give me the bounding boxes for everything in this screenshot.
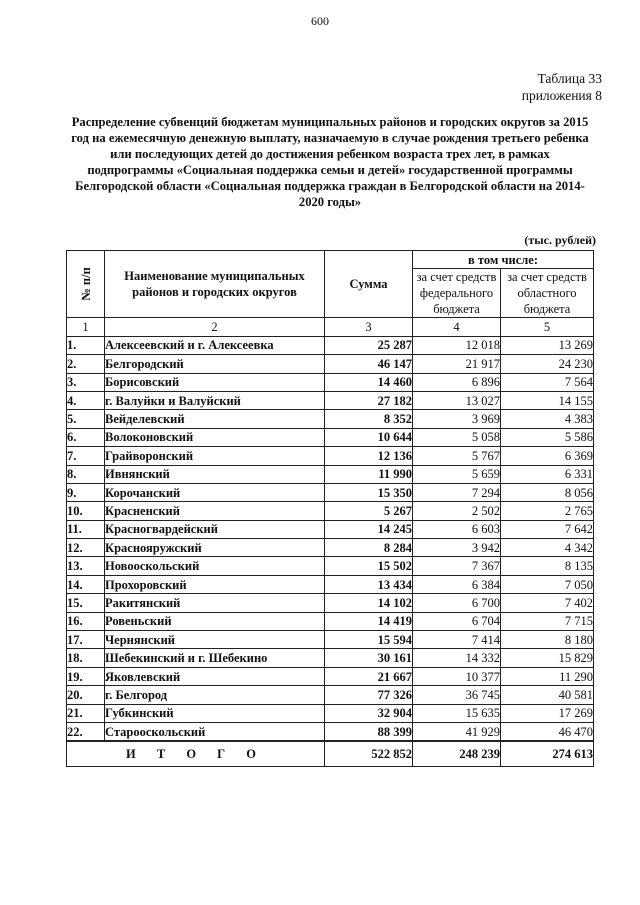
header-sum: Сумма bbox=[325, 251, 413, 318]
sum-value: 15 502 bbox=[325, 557, 413, 575]
district-name: Новооскольский bbox=[105, 557, 325, 575]
header-number bbox=[67, 251, 105, 318]
table-row bbox=[67, 520, 594, 538]
table-body bbox=[67, 336, 594, 741]
row-number: 15. bbox=[67, 594, 105, 612]
district-name: Краснояружский bbox=[105, 539, 325, 557]
total-label: И Т О Г О bbox=[67, 741, 325, 767]
row-number: 20. bbox=[67, 686, 105, 704]
row-number: 12. bbox=[67, 539, 105, 557]
sum-value: 11 990 bbox=[325, 465, 413, 483]
table-row bbox=[67, 428, 594, 446]
table-ref-line2: приложения 8 bbox=[521, 88, 602, 103]
federal-value: 7 414 bbox=[413, 631, 501, 649]
sum-value: 14 419 bbox=[325, 612, 413, 630]
header-row bbox=[67, 251, 594, 269]
row-number: 11. bbox=[67, 520, 105, 538]
federal-value: 12 018 bbox=[413, 336, 501, 354]
regional-value: 6 331 bbox=[501, 465, 594, 483]
sum-value: 12 136 bbox=[325, 447, 413, 465]
district-name: Шебекинский и г. Шебекино bbox=[105, 649, 325, 667]
row-number: 9. bbox=[67, 483, 105, 501]
row-number: 8. bbox=[67, 465, 105, 483]
units-label: (тыс. рублей) bbox=[524, 233, 596, 247]
sum-value: 77 326 bbox=[325, 686, 413, 704]
regional-value: 7 050 bbox=[501, 575, 594, 593]
federal-value: 6 384 bbox=[413, 575, 501, 593]
row-number: 19. bbox=[67, 667, 105, 685]
district-name: Белгородский bbox=[105, 355, 325, 373]
row-number: 4. bbox=[67, 391, 105, 409]
regional-value: 24 230 bbox=[501, 355, 594, 373]
district-name: Ровеньский bbox=[105, 612, 325, 630]
federal-value: 41 929 bbox=[413, 722, 501, 741]
total-row bbox=[67, 741, 594, 767]
table-row bbox=[67, 686, 594, 704]
federal-value: 5 058 bbox=[413, 428, 501, 446]
regional-value: 8 135 bbox=[501, 557, 594, 575]
regional-value: 4 342 bbox=[501, 539, 594, 557]
district-name: Старооскольский bbox=[105, 722, 325, 741]
table-row bbox=[67, 502, 594, 520]
header-including: в том числе: bbox=[413, 251, 594, 269]
federal-value: 21 917 bbox=[413, 355, 501, 373]
district-name: Красненский bbox=[105, 502, 325, 520]
federal-value: 5 659 bbox=[413, 465, 501, 483]
table-row bbox=[67, 373, 594, 391]
district-name: Красногвардейский bbox=[105, 520, 325, 538]
regional-value: 8 056 bbox=[501, 483, 594, 501]
regional-value: 11 290 bbox=[501, 667, 594, 685]
regional-value: 8 180 bbox=[501, 631, 594, 649]
district-name: Ивнянский bbox=[105, 465, 325, 483]
table-row bbox=[67, 557, 594, 575]
sum-value: 21 667 bbox=[325, 667, 413, 685]
regional-value: 2 765 bbox=[501, 502, 594, 520]
table-row bbox=[67, 631, 594, 649]
row-number: 5. bbox=[67, 410, 105, 428]
district-name: г. Валуйки и Валуйский bbox=[105, 391, 325, 409]
federal-value: 3 969 bbox=[413, 410, 501, 428]
regional-value: 7 402 bbox=[501, 594, 594, 612]
sum-value: 88 399 bbox=[325, 722, 413, 741]
sum-value: 14 245 bbox=[325, 520, 413, 538]
sum-value: 8 352 bbox=[325, 410, 413, 428]
sum-value: 15 350 bbox=[325, 483, 413, 501]
row-number: 22. bbox=[67, 722, 105, 741]
federal-value: 3 942 bbox=[413, 539, 501, 557]
district-name: Грайворонский bbox=[105, 447, 325, 465]
total-regional: 274 613 bbox=[501, 741, 594, 767]
page-number: 600 bbox=[311, 14, 329, 28]
row-number: 3. bbox=[67, 373, 105, 391]
district-name: Вейделевский bbox=[105, 410, 325, 428]
sum-value: 8 284 bbox=[325, 539, 413, 557]
column-number: 4 bbox=[413, 318, 501, 336]
district-name: г. Белгород bbox=[105, 686, 325, 704]
table-row bbox=[67, 410, 594, 428]
district-name: Ракитянский bbox=[105, 594, 325, 612]
sum-value: 30 161 bbox=[325, 649, 413, 667]
row-number: 10. bbox=[67, 502, 105, 520]
table-ref-line1: Таблица 33 bbox=[537, 71, 602, 86]
sum-value: 46 147 bbox=[325, 355, 413, 373]
regional-value: 7 642 bbox=[501, 520, 594, 538]
federal-value: 7 294 bbox=[413, 483, 501, 501]
federal-value: 6 704 bbox=[413, 612, 501, 630]
federal-value: 5 767 bbox=[413, 447, 501, 465]
sum-value: 10 644 bbox=[325, 428, 413, 446]
total-federal: 248 239 bbox=[413, 741, 501, 767]
sum-value: 27 182 bbox=[325, 391, 413, 409]
sum-value: 15 594 bbox=[325, 631, 413, 649]
row-number: 7. bbox=[67, 447, 105, 465]
regional-value: 14 155 bbox=[501, 391, 594, 409]
federal-value: 6 603 bbox=[413, 520, 501, 538]
table-row bbox=[67, 722, 594, 741]
table-row bbox=[67, 447, 594, 465]
row-number: 14. bbox=[67, 575, 105, 593]
federal-value: 10 377 bbox=[413, 667, 501, 685]
regional-value: 5 586 bbox=[501, 428, 594, 446]
federal-value: 13 027 bbox=[413, 391, 501, 409]
sum-value: 13 434 bbox=[325, 575, 413, 593]
district-name: Чернянский bbox=[105, 631, 325, 649]
sum-value: 32 904 bbox=[325, 704, 413, 722]
regional-value: 13 269 bbox=[501, 336, 594, 354]
table-row bbox=[67, 355, 594, 373]
column-number: 1 bbox=[67, 318, 105, 336]
row-number: 18. bbox=[67, 649, 105, 667]
subvention-table bbox=[66, 250, 594, 767]
regional-value: 17 269 bbox=[501, 704, 594, 722]
federal-value: 6 700 bbox=[413, 594, 501, 612]
table-row bbox=[67, 649, 594, 667]
table-row bbox=[67, 667, 594, 685]
row-number: 21. bbox=[67, 704, 105, 722]
regional-value: 7 715 bbox=[501, 612, 594, 630]
federal-value: 14 332 bbox=[413, 649, 501, 667]
district-name: Алексеевский и г. Алексеевка bbox=[105, 336, 325, 354]
column-number: 2 bbox=[105, 318, 325, 336]
row-number: 13. bbox=[67, 557, 105, 575]
sum-value: 5 267 bbox=[325, 502, 413, 520]
regional-value: 46 470 bbox=[501, 722, 594, 741]
header-number-label: № п/п bbox=[78, 267, 93, 301]
sum-value: 14 460 bbox=[325, 373, 413, 391]
federal-value: 36 745 bbox=[413, 686, 501, 704]
regional-value: 4 383 bbox=[501, 410, 594, 428]
column-number: 3 bbox=[325, 318, 413, 336]
regional-value: 7 564 bbox=[501, 373, 594, 391]
header-federal: за счет средств федерального бюджета bbox=[413, 269, 501, 318]
total-sum: 522 852 bbox=[325, 741, 413, 767]
table-row bbox=[67, 336, 594, 354]
sum-value: 14 102 bbox=[325, 594, 413, 612]
federal-value: 15 635 bbox=[413, 704, 501, 722]
district-name: Яковлевский bbox=[105, 667, 325, 685]
table-row bbox=[67, 704, 594, 722]
column-number-row bbox=[67, 318, 594, 336]
district-name: Губкинский bbox=[105, 704, 325, 722]
federal-value: 7 367 bbox=[413, 557, 501, 575]
table-row bbox=[67, 391, 594, 409]
regional-value: 15 829 bbox=[501, 649, 594, 667]
table-row bbox=[67, 575, 594, 593]
table-row bbox=[67, 539, 594, 557]
row-number: 2. bbox=[67, 355, 105, 373]
district-name: Волоконовский bbox=[105, 428, 325, 446]
table-row bbox=[67, 594, 594, 612]
sum-value: 25 287 bbox=[325, 336, 413, 354]
table-row bbox=[67, 483, 594, 501]
row-number: 1. bbox=[67, 336, 105, 354]
row-number: 16. bbox=[67, 612, 105, 630]
federal-value: 2 502 bbox=[413, 502, 501, 520]
district-name: Корочанский bbox=[105, 483, 325, 501]
header-name: Наименование муниципальных районов и городских округов bbox=[105, 251, 325, 318]
row-number: 6. bbox=[67, 428, 105, 446]
table-row bbox=[67, 612, 594, 630]
table-reference bbox=[522, 70, 602, 104]
district-name: Прохоровский bbox=[105, 575, 325, 593]
district-name: Борисовский bbox=[105, 373, 325, 391]
regional-value: 6 369 bbox=[501, 447, 594, 465]
document-title: Распределение субвенций бюджетам муниципальных районов и городских округов за 2015 год на ежемесячную денежную выплату, назначаемую в случае рождения третьего ребенка или последующих детей до достижения ребенком возраста трех лет, в рамках подпрограммы «Социальная поддержка семьи и детей» государственной программы Белгородской области «Социальная поддержка граждан в Белгородской области на 2014-2020 годы» bbox=[71, 115, 589, 209]
table-row bbox=[67, 465, 594, 483]
regional-value: 40 581 bbox=[501, 686, 594, 704]
row-number: 17. bbox=[67, 631, 105, 649]
federal-value: 6 896 bbox=[413, 373, 501, 391]
column-number: 5 bbox=[501, 318, 594, 336]
header-regional: за счет средств областного бюджета bbox=[501, 269, 594, 318]
